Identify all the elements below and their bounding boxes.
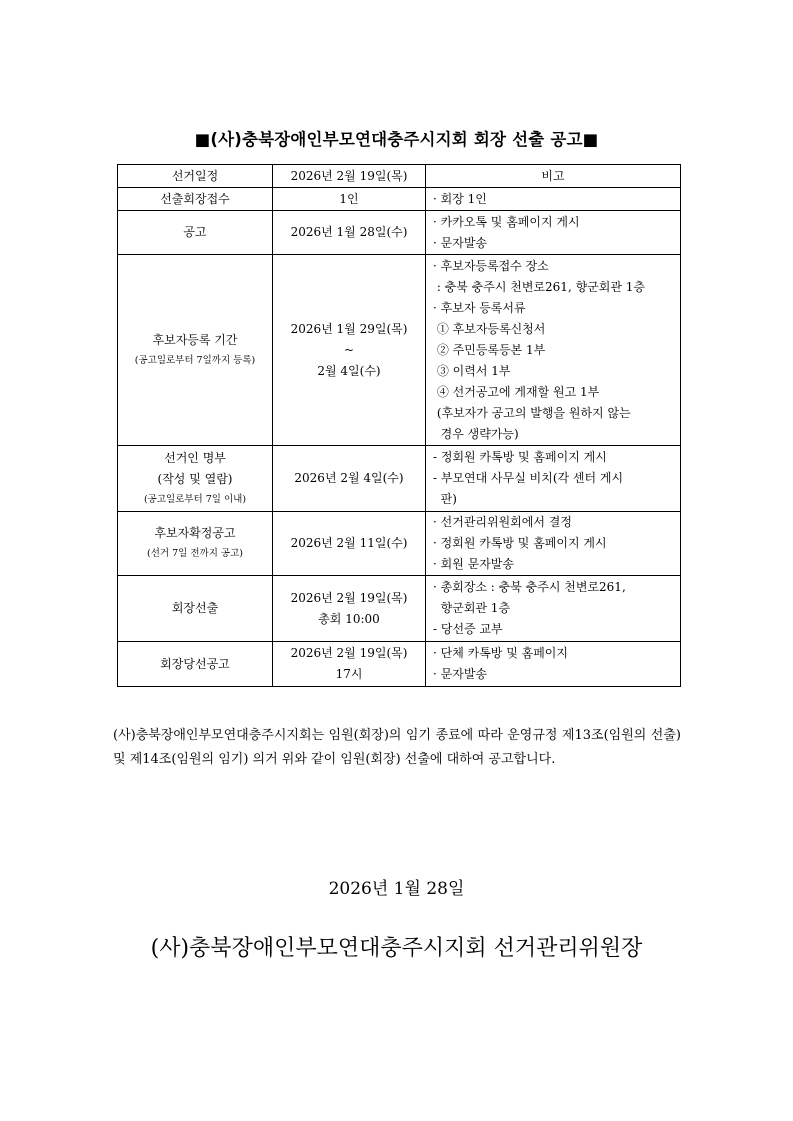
schedule-note-line: (후보자가 공고의 발행을 원하지 않는 [433, 405, 631, 420]
schedule-date-cell [273, 642, 426, 687]
schedule-item-label: 선출회장접수 [160, 191, 230, 206]
schedule-item-cell [118, 576, 273, 642]
schedule-note-line: 경우 생략가능) [433, 426, 519, 441]
schedule-notes-cell [426, 446, 681, 512]
schedule-date-line: 2026년 2월 19일(목) [290, 590, 408, 605]
schedule-note-line: · 후보자 등록서류 [433, 300, 526, 315]
schedule-date-cell [273, 576, 426, 642]
schedule-notes-cell [426, 255, 681, 446]
schedule-date-cell [273, 188, 426, 211]
header-notes: 비고 [426, 165, 681, 188]
schedule-item-label: 공고 [183, 225, 207, 239]
schedule-note-line: ② 주민등록등본 1부 [433, 342, 546, 357]
schedule-note-line: · 정회원 카톡방 및 홈페이지 게시 [433, 536, 607, 550]
schedule-note-line: ④ 선거공고에 게재할 원고 1부 [433, 384, 600, 399]
announcement-body: (사)충북장애인부모연대충주시지회는 임원(회장)의 임기 종료에 따라 운영규정 제13조(임원의 선출) 및 제14조(임원의 임기) 의거 위와 같이 임원(회장) 선출에 대하여 공고합니다. [113, 728, 681, 767]
schedule-notes-cell [426, 211, 681, 255]
schedule-date-line: 2026년 1월 28일(수) [290, 225, 408, 239]
schedule-item-cell [118, 211, 273, 255]
schedule-note-line: · 회장 1인 [433, 191, 487, 206]
signature: (사)충북장애인부모연대충주시지회 선거관리위원장 [150, 936, 643, 961]
schedule-date-line: 17시 [335, 667, 363, 681]
announcement-date: 2026년 1월 28일 [328, 879, 465, 899]
schedule-note-line: 판) [433, 492, 457, 506]
schedule-date-cell [273, 255, 426, 446]
table-row [118, 255, 681, 446]
schedule-note-line: · 단체 카톡방 및 홈페이지 [433, 646, 568, 660]
schedule-notes-cell [426, 512, 681, 576]
schedule-item-cell [118, 512, 273, 576]
schedule-item-label: 회장선출 [171, 601, 219, 615]
schedule-note-line: · 회원 문자발송 [433, 557, 514, 571]
schedule-table [117, 164, 681, 687]
schedule-note-line: - 당선증 교부 [433, 622, 503, 636]
page-title: ■(사)충북장애인부모연대충주시지회 회장 선출 공고■ [194, 130, 599, 149]
schedule-note-line: · 총회장소 : 충북 충주시 천변로261, [433, 580, 626, 594]
schedule-note-line: · 카카오톡 및 홈페이지 게시 [433, 214, 580, 229]
schedule-date-line: 2026년 2월 19일(목) [290, 646, 408, 660]
schedule-date-cell [273, 446, 426, 512]
schedule-note-line: · 후보자등록접수 장소 [433, 258, 549, 273]
schedule-date-cell [273, 211, 426, 255]
schedule-item-label: 후보자등록 기간 [152, 332, 238, 347]
schedule-date-line: ~ [343, 342, 355, 357]
header-schedule: 선거일정 [118, 165, 273, 188]
table-row [118, 512, 681, 576]
schedule-note-line: - 부모연대 사무실 비치(각 센터 게시 [433, 471, 624, 485]
schedule-note-line: ① 후보자등록신청서 [433, 321, 546, 336]
schedule-date-line: 1인 [339, 191, 359, 206]
schedule-date-cell [273, 512, 426, 576]
table-row [118, 211, 681, 255]
schedule-item-cell [118, 446, 273, 512]
schedule-date-line: 2월 4일(수) [317, 363, 381, 378]
schedule-note-line: ③ 이력서 1부 [433, 363, 511, 378]
schedule-note-line: : 충북 충주시 천변로261, 향군회관 1층 [433, 279, 645, 294]
schedule-item-label: 후보자확정공고 [154, 526, 236, 540]
schedule-date-line: 2026년 2월 4일(수) [294, 471, 404, 485]
schedule-item-label: (작성 및 열람) [157, 471, 233, 486]
schedule-note-line: · 문자발송 [433, 667, 487, 681]
header-date: 2026년 2월 19일(목) [273, 165, 426, 188]
schedule-item-label: 선거인 명부 [164, 450, 226, 465]
schedule-item-cell [118, 255, 273, 446]
schedule-date-line: 2026년 2월 11일(수) [290, 536, 408, 550]
table-row [118, 188, 681, 211]
schedule-item-cell [118, 188, 273, 211]
schedule-date-line: 2026년 1월 29일(목) [290, 321, 408, 336]
schedule-date-line: 총회 10:00 [318, 611, 380, 626]
schedule-notes-cell [426, 642, 681, 687]
table-row [118, 446, 681, 512]
schedule-item-note: (선거 7일 전까지 공고) [147, 548, 243, 559]
schedule-notes-cell [426, 576, 681, 642]
schedule-note-line: 향군회관 1층 [433, 601, 511, 615]
table-row [118, 576, 681, 642]
schedule-item-note: (공고일로부터 7일까지 등록) [134, 354, 256, 366]
schedule-notes-cell [426, 188, 681, 211]
schedule-note-line: · 문자발송 [433, 235, 487, 250]
table-row [118, 642, 681, 687]
table-header-row [118, 165, 681, 188]
schedule-note-line: · 선거관리위원회에서 결정 [433, 515, 572, 529]
schedule-item-cell [118, 642, 273, 687]
schedule-item-label: 회장당선공고 [160, 656, 230, 671]
schedule-item-note: (공고일로부터 7일 이내) [143, 493, 247, 505]
schedule-note-line: - 정회원 카톡방 및 홈페이지 게시 [433, 450, 607, 464]
